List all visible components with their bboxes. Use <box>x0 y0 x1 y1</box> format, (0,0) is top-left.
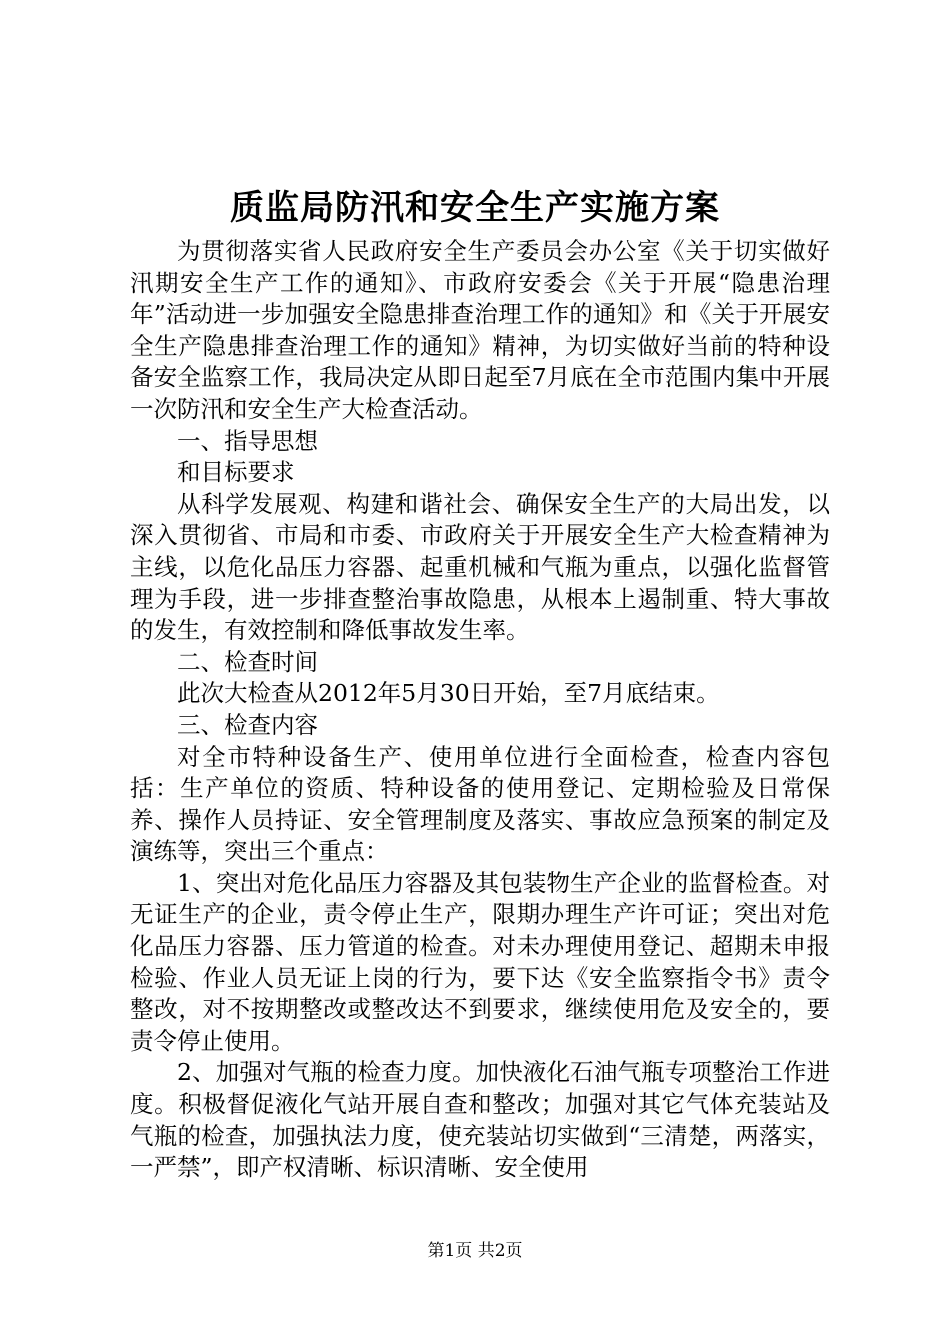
paragraph-inspection-time: 此次大检查从2012年5月30日开始，至7月底结束。 <box>177 679 720 708</box>
section-heading-inspection-time: 二、检查时间 <box>177 647 318 676</box>
paragraph-guiding-thought: 从科学发展观、构建和谐社会、确保安全生产的大局出发，以深入贯彻省、市局和市委、市政府关于开展安全生产大检查精神为主线，以危化品压力容器、起重机械和气瓶为重点，以强化监督管理为手段，进一步排查整治事故隐患，从根本上遏制重、特大事故的发生，有效控制和降低事故发生率。 <box>130 489 830 645</box>
paragraph-intro: 为贯彻落实省人民政府安全生产委员会办公室《关于切实做好汛期安全生产工作的通知》、市政府安委会《关于开展“隐患治理年”活动进一步加强安全隐患排查治理工作的通知》和《关于开展安全生产隐患排查治理工作的通知》精神，为切实做好当前的特种设备安全监察工作，我局决定从即日起至7月底在全市范围内集中开展一次防汛和安全生产大检查活动。 <box>130 237 830 423</box>
section-heading-goals: 和目标要求 <box>177 458 295 487</box>
paragraph-focus-2: 2、加强对气瓶的检查力度。加快液化石油气瓶专项整治工作进度。积极督促液化气站开展自查和整改；加强对其它气体充装站及气瓶的检查，加强执法力度，使充装站切实做到“三清楚，两落实，一严禁”，即产权清晰、标识清晰、安全使用 <box>130 1058 830 1182</box>
paragraph-inspection-content: 对全市特种设备生产、使用单位进行全面检查，检查内容包括：生产单位的资质、特种设备的使用登记、定期检验及日常保养、操作人员持证、安全管理制度及落实、事故应急预案的制定及演练等，突出三个重点： <box>130 742 830 866</box>
section-heading-guiding-thought: 一、指导思想 <box>177 426 318 455</box>
document-body <box>130 236 830 1184</box>
page-indicator: 第1页 共2页 <box>427 1241 523 1261</box>
document-title: 质监局防汛和安全生产实施方案 <box>230 188 720 228</box>
section-heading-inspection-content: 三、检查内容 <box>177 710 318 739</box>
paragraph-focus-1: 1、突出对危化品压力容器及其包装物生产企业的监督检查。对无证生产的企业，责令停止生产，限期办理生产许可证；突出对危化品压力容器、压力管道的检查。对未办理使用登记、超期未申报检验、作业人员无证上岗的行为，要下达《安全监察指令书》责令整改，对不按期整改或整改达不到要求，继续使用危及安全的，要责令停止使用。 <box>130 868 830 1055</box>
